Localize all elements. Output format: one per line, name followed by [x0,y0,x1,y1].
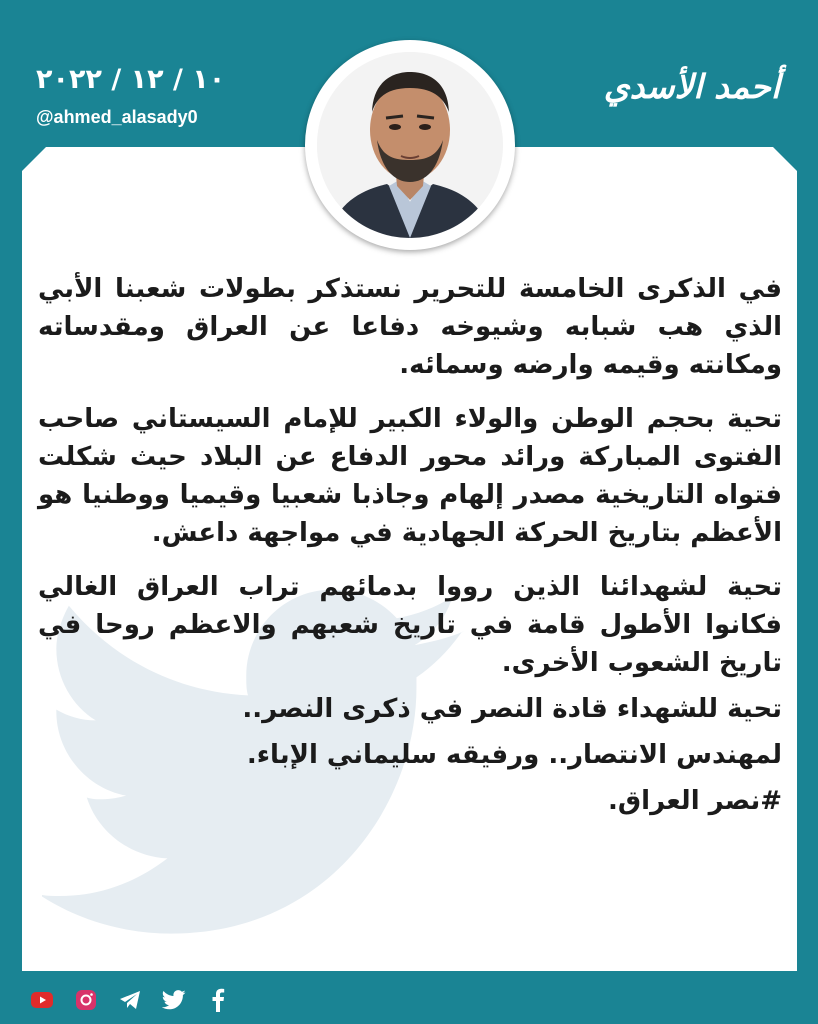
paragraph: في الذكرى الخامسة للتحرير نستذكر بطولات شعبنا الأبي الذي هب شبابه وشيوخه دفاعا عن العراق ومقدساته ومكانته وقيمه وارضه وسمائه. [38,274,782,380]
post-body [38,270,782,828]
paragraph: تحية بحجم الوطن والولاء الكبير للإمام السيستاني صاحب الفتوى المباركة ورائد محور الدفاع عن البلاد حيث شكلت فتواه التاريخية مصدر إلهام وجاذبا شعبيا وقيميا ووطنيا هو الأعظم بتاريخ الحركة الجهادية في مواجهة داعش. [38,404,782,548]
paragraph: تحية للشهداء قادة النصر في ذكرى النصر.. [242,694,782,724]
avatar [317,52,503,238]
social-links [30,987,230,1013]
author-handle: @ahmed_alasady0 [36,107,198,127]
hashtag: #نصر العراق. [608,786,782,816]
twitter-icon[interactable] [162,988,186,1012]
card-corner-cut [773,147,797,171]
paragraph: لمهندس الانتصار.. ورفيقه سليماني الإباء. [246,740,782,770]
youtube-icon[interactable] [30,988,54,1012]
post-date: ١٠ / ١٢ / ٢٠٢٢ [36,64,226,95]
avatar-portrait [317,52,503,238]
paragraph: تحية لشهدائنا الذين رووا بدمائهم تراب العراق الغالي فكانوا الأطول قامة في تاريخ شعبهم والاعظم روحا في تاريخ الشعوب الأخرى. [38,572,782,678]
card-corner-cut [22,147,46,171]
instagram-icon[interactable] [74,988,98,1012]
facebook-icon[interactable] [206,988,230,1012]
author-name: أحمد الأسدي [603,67,780,106]
avatar-frame [305,40,515,250]
telegram-icon[interactable] [118,988,142,1012]
